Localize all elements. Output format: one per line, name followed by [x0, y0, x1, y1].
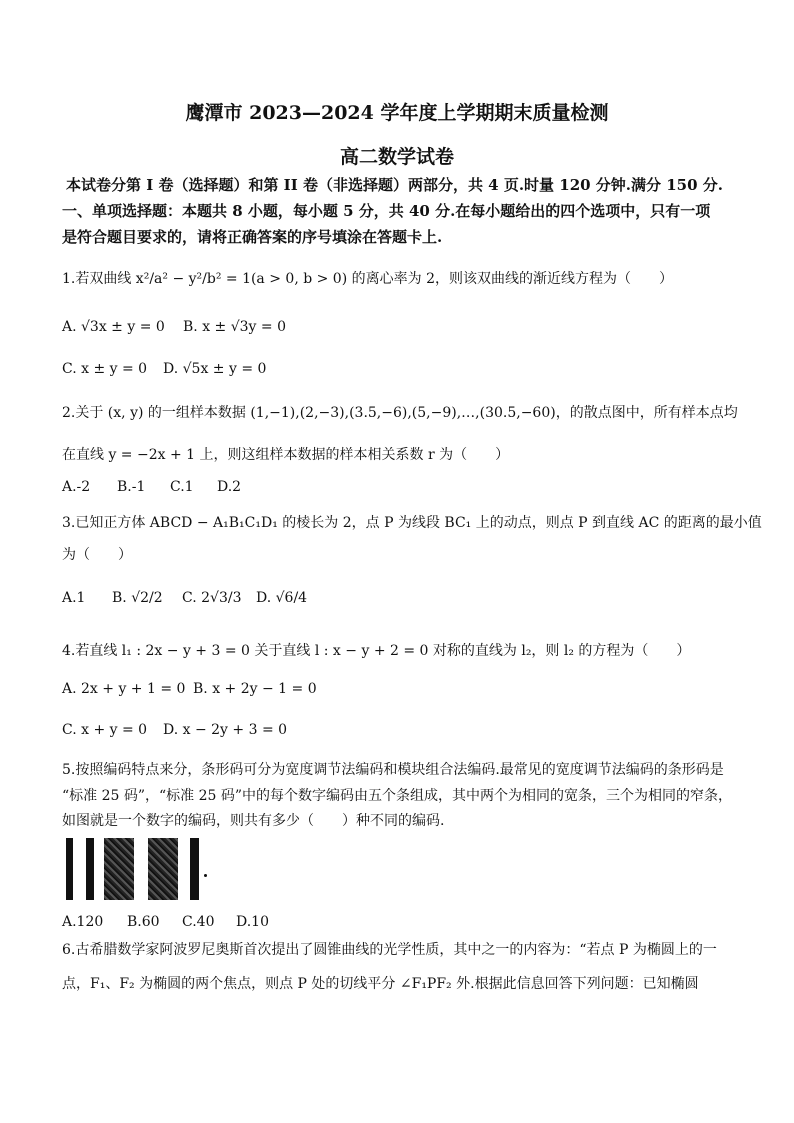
- question-3-option-a: A.1: [62, 590, 86, 606]
- question-5-option-a: A.120: [62, 914, 104, 930]
- question-4-option-d: D. x − 2y + 3 = 0: [163, 722, 288, 738]
- question-1-option-b: B. x ± √3y = 0: [183, 319, 286, 335]
- barcode-narrow-bar: [86, 838, 94, 900]
- question-3-stem-line-1: 3.已知正方体 ABCD − A₁B₁C₁D₁ 的棱长为 2，点 P 为线段 BC₁ 上的动点，则点 P 到直线 AC 的距离的最小值: [62, 515, 762, 531]
- barcode-dot: [204, 874, 207, 877]
- barcode-image: [66, 838, 206, 900]
- barcode-wide-bar: [104, 838, 134, 900]
- question-5-stem-line-1: 5.按照编码特点来分，条形码可分为宽度调节法编码和模块组合法编码.最常见的宽度调节法编码的条形码是: [62, 762, 724, 778]
- question-2-option-d: D.2: [217, 479, 242, 495]
- instruction-line: 本试卷分第 I 卷（选择题）和第 II 卷（非选择题）两部分，共 4 页.时量 120 分钟.满分 150 分.: [66, 176, 724, 194]
- instruction-line: 一、单项选择题：本题共 8 小题，每小题 5 分，共 40 分.在每小题给出的四个选项中，只有一项: [62, 202, 711, 220]
- question-5-option-b: B.60: [127, 914, 160, 930]
- question-3-stem-line-2: 为（ ）: [62, 547, 132, 563]
- question-4-option-b: B. x + 2y − 1 = 0: [193, 681, 317, 697]
- question-1-stem: 1.若双曲线 x²/a² − y²/b² = 1(a > 0, b > 0) 的离心率为 2，则该双曲线的渐近线方程为（ ）: [62, 271, 673, 287]
- question-2-stem-line-1: 2.关于 (x, y) 的一组样本数据 (1,−1),(2,−3),(3.5,−6),(5,−9),…,(30.5,−60)，的散点图中，所有样本点均: [62, 405, 738, 421]
- question-1-option-a: A. √3x ± y = 0: [62, 319, 165, 335]
- exam-instructions: [62, 172, 741, 250]
- question-2-option-a: A.-2: [62, 479, 91, 495]
- question-1-option-d: D. √5x ± y = 0: [163, 361, 267, 377]
- question-5-option-c: C.40: [182, 914, 215, 930]
- question-2-option-b: B.-1: [117, 479, 146, 495]
- question-3-option-b: B. √2/2: [112, 590, 163, 606]
- question-1-option-c: C. x ± y = 0: [62, 361, 148, 377]
- question-2-stem-line-2: 在直线 y = −2x + 1 上，则这组样本数据的样本相关系数 r 为（ ）: [62, 447, 510, 463]
- barcode-narrow-bar: [66, 838, 73, 900]
- question-2-option-c: C.1: [170, 479, 194, 495]
- instruction-line: 是符合题目要求的，请将正确答案的序号填涂在答题卡上.: [62, 228, 443, 246]
- question-3-option-d: D. √6/4: [256, 590, 308, 606]
- exam-title: 鹰潭市 2023—2024 学年度上学期期末质量检测: [185, 102, 609, 124]
- question-5-stem-line-3: 如图就是一个数字的编码，则共有多少（ ）种不同的编码.: [62, 813, 445, 829]
- question-5-option-d: D.10: [236, 914, 269, 930]
- question-4-stem: 4.若直线 l₁ : 2x − y + 3 = 0 关于直线 l : x − y + 2 = 0 对称的直线为 l₂，则 l₂ 的方程为（ ）: [62, 643, 691, 659]
- question-4-option-a: A. 2x + y + 1 = 0: [62, 681, 186, 697]
- question-6-stem-line-2: 点，F₁、F₂ 为椭圆的两个焦点，则点 P 处的切线平分 ∠F₁PF₂ 外.根据此信息回答下列问题：已知椭圆: [62, 976, 699, 992]
- question-3-option-c: C. 2√3/3: [182, 590, 242, 606]
- question-4-option-c: C. x + y = 0: [62, 722, 148, 738]
- question-5-stem-line-2: “标准 25 码”，“标准 25 码”中的每个数字编码由五个条组成，其中两个为相同的宽条，三个为相同的窄条，: [62, 788, 733, 804]
- barcode-narrow-bar: [190, 838, 199, 900]
- exam-subtitle: 高二数学试卷: [339, 146, 454, 168]
- barcode-wide-bar: [148, 838, 178, 900]
- question-6-stem-line-1: 6.古希腊数学家阿波罗尼奥斯首次提出了圆锥曲线的光学性质，其中之一的内容为：“若点 P 为椭圆上的一: [62, 942, 717, 958]
